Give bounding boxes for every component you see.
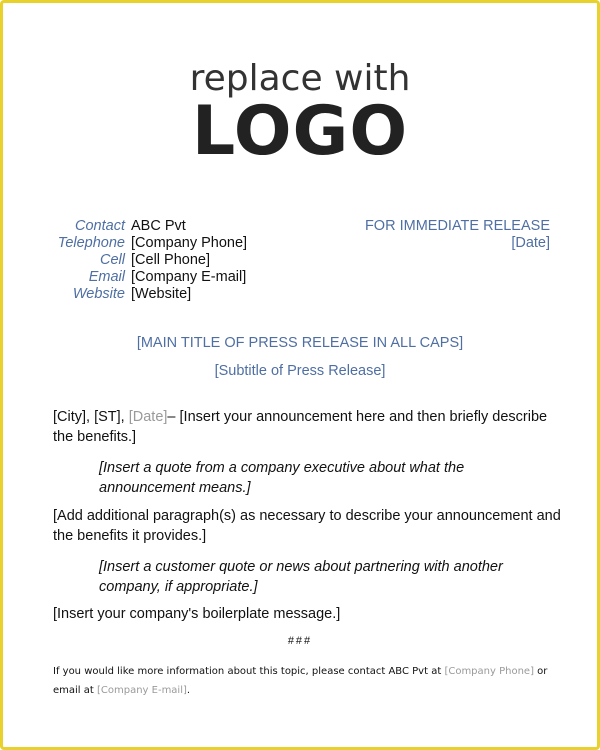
footer-email: [Company E-mail] [96, 685, 187, 696]
immediate-release-label: FOR IMMEDIATE RELEASE [364, 218, 550, 234]
email-value: [Company E-mail] [131, 269, 247, 285]
contact-row-email [43, 269, 247, 286]
announcement-paragraph [53, 407, 563, 447]
contact-value: ABC Pvt [131, 218, 186, 234]
customer-quote: [Insert a customer quote or news about partnering with another company, if appropriate.] [99, 559, 503, 595]
boilerplate-paragraph: [Insert your company's boilerplate message.] [53, 606, 341, 622]
website-value: [Website] [131, 286, 192, 302]
end-marks: ### [287, 635, 313, 647]
telephone-value: [Company Phone] [131, 235, 248, 251]
logo-line-logo: LOGO [191, 92, 409, 171]
cell-value: [Cell Phone] [131, 252, 210, 268]
contact-label: Contact [75, 218, 125, 234]
contact-row-cell [43, 252, 247, 269]
announcement-text: – [Insert your announcement here and then briefly describe the benefits.] [53, 409, 548, 445]
website-label: Website [72, 286, 125, 302]
footer-phone: [Company Phone] [444, 666, 534, 677]
release-date: [Date] [511, 235, 550, 251]
contact-row-contact [43, 218, 247, 235]
paragraph-date: [Date] [128, 409, 168, 425]
logo-placeholder [3, 58, 597, 171]
location-text: [City], [ST], [53, 409, 129, 425]
main-title: [MAIN TITLE OF PRESS RELEASE IN ALL CAPS] [136, 335, 464, 351]
footer-text-2: or email at [53, 666, 548, 696]
footer-contact-note [53, 662, 553, 700]
executive-quote: [Insert a quote from a company executive about what the announcement means.] [99, 460, 465, 496]
additional-paragraph: [Add additional paragraph(s) as necessary to describe your announcement and the benefits it provides.] [53, 508, 561, 544]
contact-row-telephone [43, 235, 247, 252]
logo-line-replace-with: replace with [189, 58, 411, 99]
telephone-label: Telephone [57, 235, 125, 251]
release-block [365, 218, 550, 252]
subtitle: [Subtitle of Press Release] [214, 363, 386, 379]
contact-block [43, 218, 247, 303]
footer-text-3: . [186, 685, 191, 696]
footer-text-1: If you would like more information about this topic, please contact ABC Pvt at [53, 666, 445, 677]
cell-label: Cell [100, 252, 125, 268]
contact-row-website [43, 286, 247, 303]
email-label: Email [88, 269, 125, 285]
